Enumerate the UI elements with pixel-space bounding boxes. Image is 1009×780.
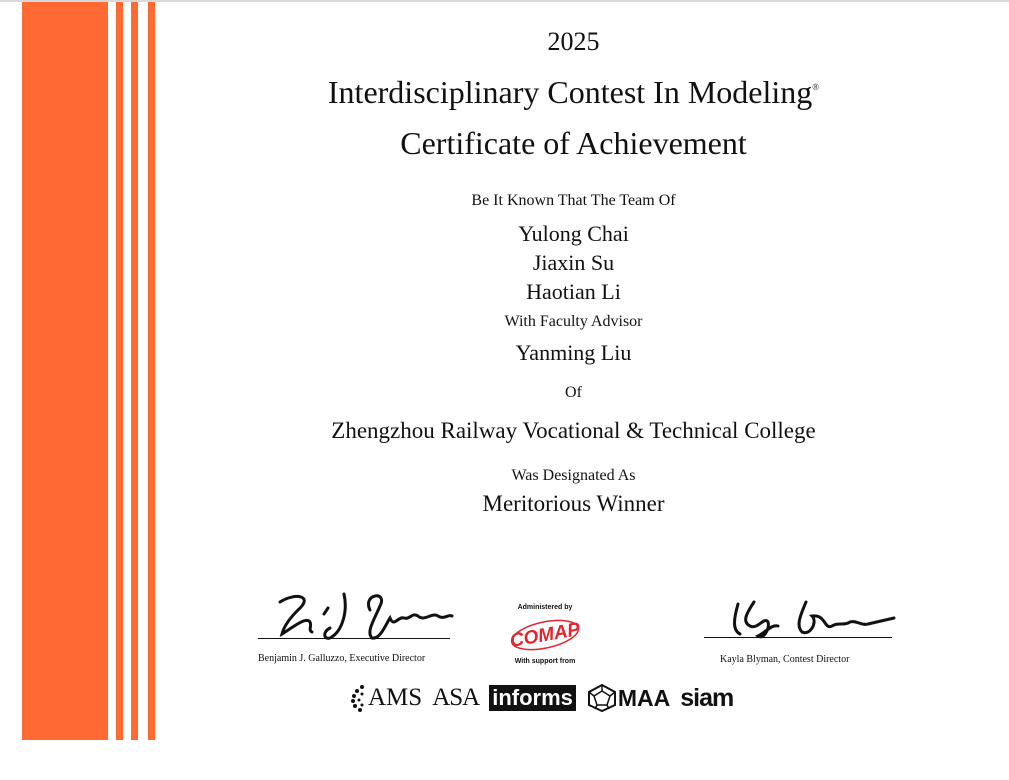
- asa-wordmark: ASA: [432, 684, 480, 711]
- contest-name-text: Interdisciplinary Contest In Modeling: [327, 74, 813, 110]
- designation-label: Was Designated As: [511, 467, 636, 484]
- team-member-1: Yulong Chai: [518, 221, 629, 246]
- right-signature-caption: Kayla Blyman, Contest Director: [720, 654, 850, 665]
- team-member-3: Haotian Li: [526, 279, 621, 304]
- certificate-title: Certificate of Achievement: [400, 125, 747, 161]
- sponsor-logos: [350, 678, 733, 718]
- informs-logo-icon: [489, 685, 576, 711]
- designation-value: Meritorious Winner: [482, 491, 665, 516]
- comap-wordmark: COMAP: [508, 619, 582, 652]
- orange-stripe-2: [131, 2, 138, 740]
- support-from-label: With support from: [514, 658, 576, 665]
- orange-stripe-1: [116, 2, 123, 740]
- advisor-label: With Faculty Advisor: [504, 313, 643, 330]
- team-intro: Be It Known That The Team Of: [471, 192, 676, 209]
- asa-logo-icon: [432, 684, 479, 712]
- contest-name: [160, 74, 987, 111]
- siam-logo-icon: [680, 684, 733, 713]
- maa-logo-icon: [586, 683, 670, 713]
- comap-logo-icon: [500, 611, 590, 653]
- ams-wordmark: AMS: [368, 684, 423, 711]
- informs-wordmark: informs: [489, 685, 576, 711]
- siam-wordmark: siam: [680, 683, 734, 712]
- left-signature-line: [258, 638, 450, 639]
- team-member-2: Jiaxin Su: [532, 250, 615, 275]
- registered-mark: ®: [812, 82, 820, 92]
- maa-polyhedron-icon: [586, 683, 618, 713]
- orange-stripe-3: [148, 2, 155, 740]
- of-label: Of: [565, 384, 582, 401]
- orange-stripe-wide: [22, 2, 108, 740]
- ams-dots-icon: [350, 683, 368, 713]
- contest-director-signature: [728, 596, 896, 646]
- right-signature-line: [704, 637, 892, 638]
- advisor-name: Yanming Liu: [515, 340, 632, 365]
- administered-by-label: Administered by: [517, 604, 573, 611]
- ams-logo-icon: [350, 683, 422, 713]
- certificate-year: 2025: [547, 27, 600, 56]
- institution-name: Zhengzhou Railway Vocational & Technical College: [331, 418, 816, 443]
- left-signature-caption: Benjamin J. Galluzzo, Executive Director: [258, 653, 426, 664]
- maa-wordmark: MAA: [617, 684, 671, 711]
- comap-block: [495, 604, 595, 665]
